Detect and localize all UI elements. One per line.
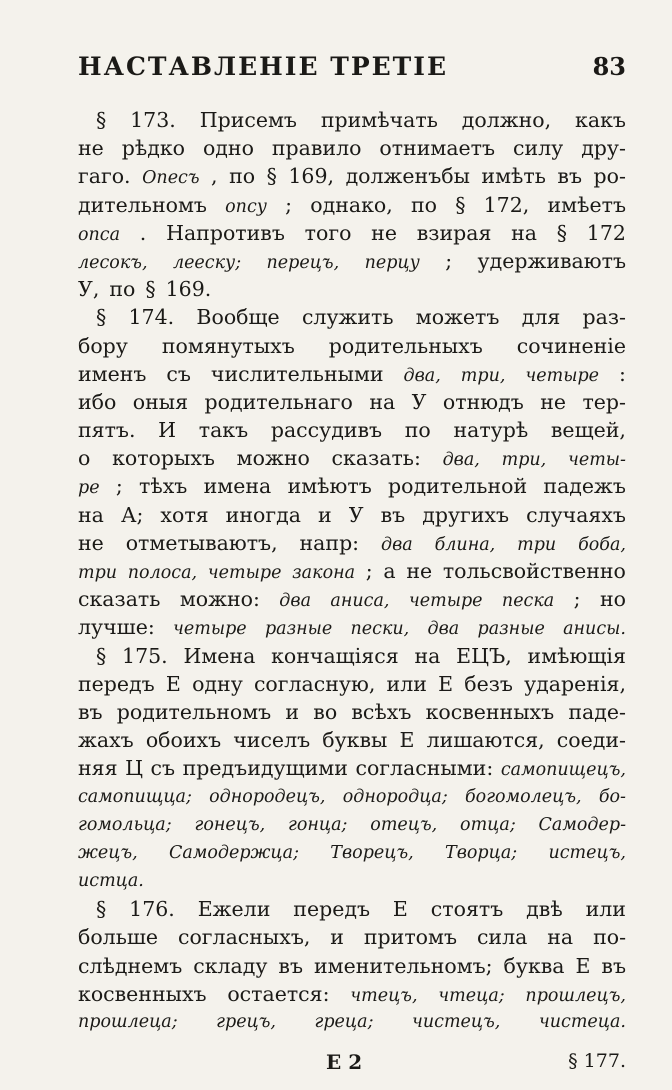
word: § [266, 164, 277, 189]
word: Е [392, 897, 408, 922]
example-word: песка [501, 591, 555, 612]
text-line [78, 529, 626, 557]
text-line [78, 754, 626, 782]
word: 174. [128, 305, 175, 330]
text-line [78, 585, 626, 613]
word: во [313, 699, 338, 724]
word: ЕЦЪ, [456, 643, 512, 668]
word: отнюдъ [442, 389, 524, 414]
word: 176. [129, 897, 175, 922]
example-word: четыре [173, 619, 247, 640]
word: Напротивъ [166, 220, 285, 245]
word: больше [78, 925, 159, 950]
word: ро- [593, 164, 626, 189]
word: на [414, 643, 441, 668]
word: слѣднемъ [78, 953, 183, 978]
word: долженъбы [345, 164, 470, 189]
word: ; [285, 192, 293, 217]
word: служить [301, 305, 394, 330]
example-word: Творца; [445, 842, 518, 863]
word: можно [236, 446, 310, 471]
example-word: разные [264, 619, 333, 640]
example-word: два, [442, 450, 480, 471]
word: кончащiяся [271, 643, 399, 668]
word: косвенныхъ [78, 981, 207, 1006]
example-word: отца; [460, 814, 516, 835]
word: § [556, 220, 568, 245]
example-word: три, [501, 450, 547, 471]
word: сочиненiе [516, 333, 626, 358]
word: тѣхъ [139, 474, 188, 499]
text-line [78, 275, 626, 303]
page-footer [78, 1050, 626, 1080]
word: имѣютъ [287, 474, 372, 499]
word: съ [150, 756, 176, 781]
word: одну [192, 671, 243, 696]
word: пятъ. [78, 418, 136, 443]
word: или [585, 897, 626, 922]
word: Е [165, 671, 181, 696]
word: не [371, 220, 397, 245]
example-word: лееску; [172, 252, 242, 273]
example-word: самопищецъ, [500, 760, 626, 781]
example-word: перцу [364, 252, 420, 273]
word: лучше: [78, 615, 155, 640]
text-line [78, 360, 626, 388]
example-word: перецъ, [266, 252, 340, 273]
word: родительной [388, 474, 528, 499]
word: сказать: [331, 446, 421, 471]
word: на [511, 220, 538, 245]
word: въ [380, 502, 406, 527]
example-word: самопищца; [78, 786, 192, 807]
word: по- [593, 925, 626, 950]
word: Е [399, 728, 415, 753]
text-line [78, 191, 626, 219]
word: тольсвойственно [442, 559, 626, 583]
word: имена [203, 474, 272, 499]
example-word: однородецъ, [209, 786, 326, 807]
example-word: четыре [408, 591, 483, 612]
word: однако, [310, 192, 393, 217]
example-word: богомолецъ, [464, 786, 582, 807]
word: рѣдко [121, 136, 185, 161]
word: стоятъ [430, 897, 504, 922]
signature-mark: Е 2 [326, 1050, 363, 1074]
example-word: боба, [578, 534, 626, 555]
word: имѣющiя [527, 643, 626, 668]
word: какъ [575, 108, 626, 132]
text-line [78, 839, 626, 867]
text-line [78, 783, 626, 811]
word: должно, [461, 108, 552, 132]
example-word: пески, [350, 619, 410, 640]
example-word: гонецъ, [194, 814, 266, 835]
word: § [455, 192, 466, 217]
example-word: прошлеца; [78, 1012, 178, 1032]
text-line [78, 388, 626, 416]
word: рассудивъ [270, 418, 383, 443]
word: Ежели [197, 897, 271, 922]
word: можно: [179, 587, 260, 612]
text-line [78, 642, 626, 670]
word: хотя [160, 502, 209, 527]
word: : [619, 361, 626, 386]
text-line [78, 134, 626, 162]
word: . [139, 220, 147, 245]
word: на [547, 925, 574, 950]
text-line [78, 895, 626, 923]
word: § [96, 643, 107, 668]
word: съ [166, 361, 191, 386]
word: обоихъ [145, 728, 222, 753]
word: но [599, 587, 626, 612]
text-line [78, 106, 626, 134]
word: раз- [582, 305, 626, 330]
word: У [348, 502, 364, 527]
word: сказать [78, 587, 161, 612]
word: ; [115, 474, 123, 499]
example-word: гомольца; [78, 814, 172, 835]
word: на [369, 389, 396, 414]
word: согласную, [253, 671, 376, 696]
example-word: Творецъ, [330, 842, 414, 863]
word: тер- [582, 389, 626, 414]
word: Е [438, 671, 454, 696]
word: имѣетъ [547, 192, 626, 217]
word: всѣхъ [351, 699, 412, 724]
example-word: три [78, 563, 118, 583]
example-word: закона [292, 563, 356, 583]
word: родительнаго [204, 389, 353, 414]
text-line [78, 219, 626, 247]
text-line [78, 811, 626, 839]
example-word: полоса, [127, 563, 198, 583]
page-header [78, 52, 626, 92]
page-number: 83 [592, 52, 626, 81]
example-word: аниса, [330, 591, 390, 612]
word: родительномъ [116, 699, 272, 724]
word: буквы [322, 728, 388, 753]
word: взирая [416, 220, 492, 245]
word: жахъ [78, 728, 134, 753]
word: Ц [125, 756, 143, 781]
word: двѣ [526, 897, 563, 922]
example-word: прошлецъ, [525, 985, 626, 1006]
word: передъ [293, 897, 370, 922]
word: для [521, 305, 561, 330]
example-word: бо- [598, 786, 626, 807]
word: удерживаютъ [477, 248, 626, 273]
text-line [78, 303, 626, 331]
word: а [383, 559, 396, 583]
word: остается: [227, 981, 330, 1006]
text-line [78, 557, 626, 585]
word: натурѣ [453, 418, 529, 443]
word: по [229, 164, 256, 189]
word: по [404, 418, 431, 443]
word: 169. [165, 277, 212, 302]
word: по [109, 277, 136, 302]
word: о [78, 446, 91, 471]
example-word: четыре [207, 563, 282, 583]
word: согласными: [355, 756, 494, 781]
example-word: истецъ, [548, 842, 626, 863]
word: или [386, 671, 427, 696]
word: 172, [483, 192, 530, 217]
word: не [406, 559, 433, 583]
word: лишаются, [426, 728, 545, 753]
word: помянутыхъ [161, 333, 295, 358]
word: не [78, 136, 104, 161]
word: соеди- [556, 728, 626, 753]
word: падежъ [543, 474, 626, 499]
example-word: три, [460, 365, 506, 386]
word: ; [445, 248, 453, 273]
example-word: два [380, 534, 413, 555]
catchword: § 177. [568, 1050, 626, 1072]
word: дру- [581, 136, 626, 161]
word: предъидущими [182, 756, 348, 781]
word: гаго. [78, 164, 131, 189]
word: ударенiя, [524, 671, 626, 696]
word: У, [78, 277, 100, 302]
word: А; [120, 502, 144, 527]
text-line [78, 247, 626, 275]
text-line [78, 698, 626, 726]
word: няя [78, 756, 118, 781]
word: силу [513, 136, 564, 161]
text-line [78, 923, 626, 951]
running-head: НАСТАВЛЕНIЕ ТРЕТIЕ [78, 52, 449, 81]
text-line [78, 444, 626, 472]
word: вещей, [550, 418, 626, 443]
word: буква [503, 953, 565, 978]
example-word: Опесъ [142, 168, 200, 189]
word: имѣть [481, 164, 546, 189]
example-word: два [279, 591, 312, 612]
word: 173. [130, 108, 176, 132]
word: дительномъ [78, 192, 207, 217]
word: оныя [132, 389, 189, 414]
word: безъ [464, 671, 513, 696]
word: такъ [198, 418, 249, 443]
word: въ [278, 953, 304, 978]
word: Присемъ [199, 108, 297, 132]
word: отнимаетъ [379, 136, 496, 161]
text-line [78, 980, 626, 1008]
example-word: четы- [567, 450, 626, 471]
word: именъ [78, 361, 147, 386]
word: 172 [586, 220, 626, 245]
word: родительныхъ [328, 333, 483, 358]
word: согласныхъ, [177, 925, 311, 950]
example-word: гонца; [288, 814, 348, 835]
word: въ [78, 699, 103, 724]
example-word: Самодержца; [169, 842, 299, 863]
example-word: два [427, 619, 460, 640]
example-word: блина, [434, 534, 496, 555]
word: сила [476, 925, 528, 950]
example-word: опсу [225, 196, 267, 217]
word: не [540, 389, 566, 414]
word: § [145, 277, 156, 302]
word: Вообще [196, 305, 280, 330]
text-line [78, 472, 626, 500]
word: иногда [225, 502, 301, 527]
text-line [78, 1008, 626, 1036]
example-word: чистецъ, [411, 1012, 501, 1032]
word: не [78, 530, 104, 555]
word: складу [193, 953, 268, 978]
text-line [78, 726, 626, 754]
body-text [78, 106, 626, 1036]
word: въ [601, 953, 626, 978]
word: по [410, 192, 437, 217]
word: правило [271, 136, 362, 161]
example-word: грецъ, [216, 1012, 276, 1032]
example-word: Самодер- [538, 814, 626, 835]
example-word: ре [78, 478, 100, 499]
word: бору [78, 333, 128, 358]
text-line [78, 952, 626, 980]
word: § [96, 108, 107, 132]
word: другихъ [422, 502, 510, 527]
text-line [78, 162, 626, 190]
example-word: чистеца. [538, 1012, 626, 1032]
word: , [211, 164, 218, 189]
word: Е [575, 953, 591, 978]
example-word: три [517, 534, 557, 555]
example-word: чтецъ, [350, 985, 418, 1006]
example-word: отецъ, [370, 814, 438, 835]
example-word: однородца; [342, 786, 448, 807]
text-line [78, 332, 626, 360]
word: И [158, 418, 177, 443]
word: и [285, 699, 300, 724]
word: 175. [122, 643, 168, 668]
word: которыхъ [112, 446, 215, 471]
word: ; [365, 559, 373, 583]
word: примѣчать [320, 108, 438, 132]
text-line [78, 613, 626, 641]
word: случаяхъ [526, 502, 626, 527]
example-word: разные [477, 619, 545, 640]
word: и [317, 502, 332, 527]
text-line [78, 501, 626, 529]
example-word: истца. [78, 871, 144, 892]
word: паде- [568, 699, 626, 724]
word: ; [573, 587, 581, 612]
word: одно [202, 136, 254, 161]
example-word: лесокъ, [78, 252, 148, 273]
example-word: греца; [314, 1012, 374, 1032]
text-line [78, 867, 626, 895]
example-word: чтеца; [438, 985, 505, 1006]
example-word: анисы. [563, 619, 626, 640]
word: Имена [183, 643, 256, 668]
word: ибо [78, 389, 117, 414]
word: 169, [288, 164, 335, 189]
example-word: два, [403, 365, 441, 386]
example-word: жецъ, [78, 842, 138, 863]
word: напр: [299, 530, 360, 555]
word: косвенныхъ [425, 699, 555, 724]
text-line [78, 416, 626, 444]
word: § [96, 305, 107, 330]
text-line [78, 670, 626, 698]
word: чиселъ [233, 728, 311, 753]
word: именительномъ; [313, 953, 493, 978]
word: и [330, 925, 344, 950]
word: числительными [210, 361, 384, 386]
word: У [411, 389, 427, 414]
word: того [304, 220, 352, 245]
word: § [96, 897, 107, 922]
word: передъ [78, 671, 155, 696]
word: отметываютъ, [125, 530, 278, 555]
example-word: четыре [525, 365, 600, 386]
word: можетъ [415, 305, 500, 330]
word: притомъ [363, 925, 458, 950]
word: въ [557, 164, 583, 189]
example-word: опса [78, 224, 121, 245]
word: на [78, 502, 104, 527]
